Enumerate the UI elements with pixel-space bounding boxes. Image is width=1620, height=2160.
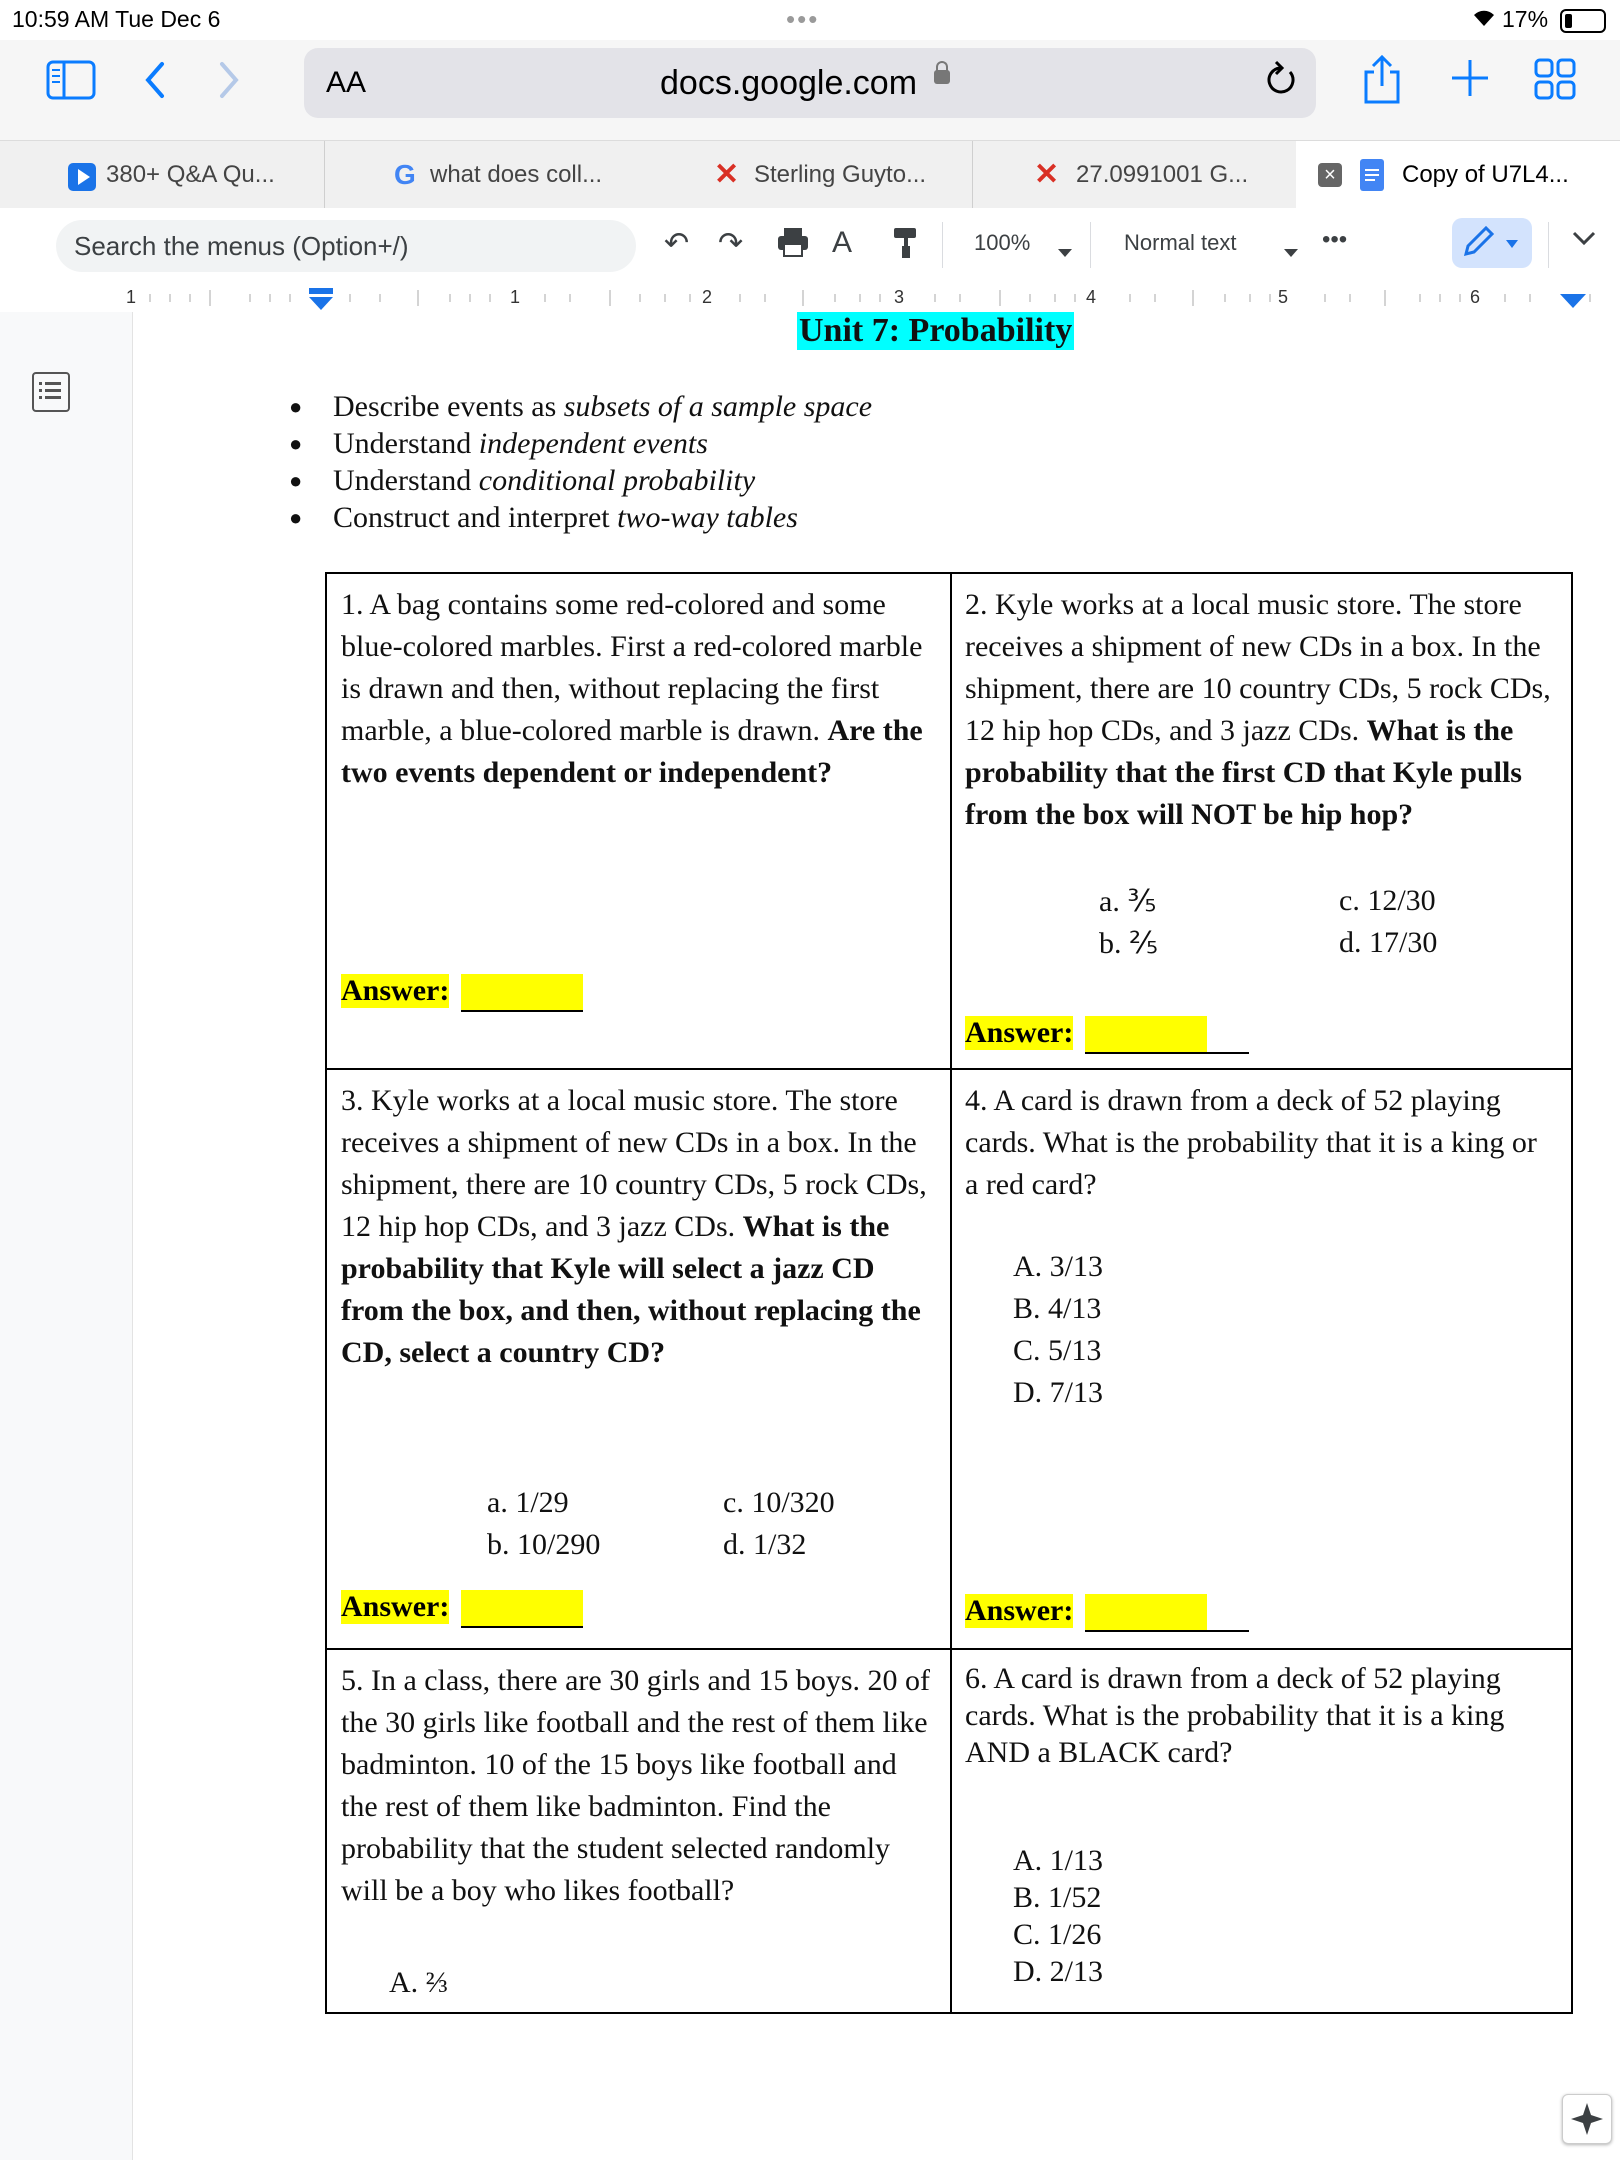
questions-table xyxy=(325,572,1573,2014)
ruler-number: 1 xyxy=(126,287,137,307)
ruler-number: 4 xyxy=(1086,287,1097,307)
question-2: 2. Kyle works at a local music store. The store receives a shipment of new CDs in a box. In the shipment, there are 10 country CDs, 5 rock CDs, 12 hip hop CDs, and 3 jazz CDs. What is the probability that the first CD that Kyle pulls from the box will NOT be hip hop? xyxy=(965,588,1551,831)
choice-a: A. 1/13 xyxy=(1013,1844,1103,1877)
list-item: ● Describe events as subsets of a sample space xyxy=(333,388,872,425)
question-4: 4. A card is drawn from a deck of 52 playing cards. What is the probability that it is a king or a red card? xyxy=(965,1084,1537,1201)
choice-c: C. 1/26 xyxy=(1013,1918,1102,1951)
ruler-number: 2 xyxy=(702,287,713,307)
share-icon[interactable] xyxy=(1360,54,1404,111)
tab-active-doc[interactable] xyxy=(1296,141,1620,209)
address-bar[interactable] xyxy=(304,48,1316,118)
reload-icon[interactable] xyxy=(1262,60,1298,109)
x-logo-icon: ✕ xyxy=(1034,158,1060,191)
choice-a: A. ⅔ xyxy=(389,1966,449,1999)
ruler-number: 5 xyxy=(1278,287,1289,307)
choice-b: B. 1/52 xyxy=(1013,1881,1102,1914)
status-bar xyxy=(0,0,1620,40)
sidebar-icon[interactable] xyxy=(46,60,96,105)
google-icon: G xyxy=(394,159,416,190)
explore-sparkle-icon[interactable] xyxy=(1562,2094,1612,2144)
question-3: 3. Kyle works at a local music store. The store receives a shipment of new CDs in a box. In the shipment, there are 10 country CDs, 5 rock CDs, 12 hip hop CDs, and 3 jazz CDs. What is the probability that Kyle will select a jazz CD from the box, and then, without replacing the CD, select a country CD? xyxy=(341,1084,927,1369)
status-time: 10:59 AM Tue Dec 6 xyxy=(12,6,221,32)
wifi-icon xyxy=(1470,6,1498,34)
collapse-chevron-icon[interactable] xyxy=(1572,230,1596,251)
question-1: 1. A bag contains some red-colored and some blue-colored marbles. First a red-colored marble is drawn and then, without replacing the first marble, a blue-colored marble is drawn. Are the two events dependent or independent? xyxy=(341,588,923,789)
outline-gutter xyxy=(0,312,133,2160)
choice-d: d. 1/32 xyxy=(723,1528,807,1561)
choice-b: b. ⅖ xyxy=(1099,927,1159,960)
lock-icon xyxy=(934,70,950,84)
forward-icon[interactable] xyxy=(214,60,244,105)
choice-a: A. 3/13 xyxy=(1013,1250,1103,1283)
zoom-select[interactable]: 100% xyxy=(974,230,1031,255)
zoom-chevron-down-icon[interactable] xyxy=(1058,244,1072,262)
tab-calculation[interactable] xyxy=(972,141,1297,209)
answer-label: Answer: xyxy=(965,1594,1074,1627)
tab-label: 27.0991001 G... xyxy=(1076,161,1249,188)
tab-label: what does coll... xyxy=(430,161,603,188)
ruler-ticks xyxy=(0,284,1620,312)
reader-options-button[interactable]: AA xyxy=(326,66,367,99)
objectives-list xyxy=(333,388,872,536)
list-item: ● Construct and interpret two-way tables xyxy=(333,499,872,536)
ruler-number: 6 xyxy=(1470,287,1481,307)
table-divider xyxy=(327,1648,1571,1650)
choice-b: B. 4/13 xyxy=(1013,1292,1102,1325)
x-logo-icon: ✕ xyxy=(714,158,740,191)
choice-c: C. 5/13 xyxy=(1013,1334,1102,1367)
choice-c: c. 12/30 xyxy=(1339,884,1436,917)
list-item: ● Understand conditional probability xyxy=(333,462,872,499)
paint-format-icon[interactable] xyxy=(892,226,920,268)
docs-toolbar xyxy=(0,208,1620,284)
tab-sterling[interactable] xyxy=(650,141,973,209)
tab-label: Copy of U7L4... xyxy=(1402,161,1569,188)
table-divider xyxy=(950,574,952,2012)
answer-blank[interactable] xyxy=(1085,1052,1249,1054)
style-select[interactable]: Normal text xyxy=(1124,230,1237,255)
more-options-icon[interactable]: ••• xyxy=(1322,226,1348,253)
new-tab-icon[interactable] xyxy=(1450,58,1490,103)
answer-blank[interactable] xyxy=(1085,1630,1249,1632)
page-title: Unit 7: Probability xyxy=(799,312,1073,349)
menu-search-input[interactable] xyxy=(56,220,636,272)
answer-blank[interactable] xyxy=(461,1010,583,1012)
table-divider xyxy=(327,1068,1571,1070)
ruler-number: 3 xyxy=(894,287,905,307)
battery-icon xyxy=(1560,9,1606,33)
editing-mode-button[interactable] xyxy=(1452,218,1532,268)
back-icon[interactable] xyxy=(140,60,170,105)
choice-d: D. 2/13 xyxy=(1013,1955,1103,1988)
tab-label: 380+ Q&A Qu... xyxy=(106,161,275,188)
tab-label: Sterling Guyto... xyxy=(754,161,927,188)
answer-blank[interactable] xyxy=(461,1626,583,1628)
close-tab-icon[interactable]: × xyxy=(1318,163,1342,187)
tab-qa[interactable] xyxy=(0,141,325,209)
docs-icon xyxy=(1360,159,1384,198)
tab-bar xyxy=(0,140,1620,210)
answer-label: Answer: xyxy=(965,1016,1074,1049)
ruler[interactable] xyxy=(0,284,1620,313)
choice-a: a. 1/29 xyxy=(487,1486,569,1519)
choice-d: d. 17/30 xyxy=(1339,926,1438,959)
question-6: 6. A card is drawn from a deck of 52 playing cards. What is the probability that it is a king AND a BLACK card? xyxy=(965,1662,1505,1769)
redo-icon[interactable]: ↷ xyxy=(718,227,744,260)
spellcheck-icon[interactable]: A xyxy=(832,226,853,259)
menu-search-placeholder: Search the menus (Option+/) xyxy=(74,231,409,261)
ruler-number: 1 xyxy=(510,287,521,307)
question-5: 5. In a class, there are 30 girls and 15 boys. 20 of the 30 girls like football and the rest of them like badminton. 10 of the 15 boys like football and the rest of them like badminton. Find the probability that the student selected randomly will be a boy who likes football? xyxy=(341,1664,931,1907)
multitask-dots[interactable]: ••• xyxy=(786,4,820,34)
choice-d: D. 7/13 xyxy=(1013,1376,1103,1409)
answer-label: Answer: xyxy=(341,974,450,1007)
choice-a: a. ⅗ xyxy=(1099,885,1157,918)
play-icon xyxy=(68,163,96,198)
tab-overview-icon[interactable] xyxy=(1534,58,1576,105)
undo-icon[interactable]: ↶ xyxy=(664,227,690,260)
document-page[interactable] xyxy=(133,312,1620,2160)
document-outline-icon[interactable] xyxy=(32,372,70,412)
battery-percentage: 17% xyxy=(1502,6,1549,32)
choice-c: c. 10/320 xyxy=(723,1486,835,1519)
choice-b: b. 10/290 xyxy=(487,1528,601,1561)
url-text: docs.google.com xyxy=(660,64,918,102)
answer-label: Answer: xyxy=(341,1590,450,1623)
list-item: ● Understand independent events xyxy=(333,425,872,462)
print-icon[interactable] xyxy=(776,226,810,266)
style-chevron-down-icon[interactable] xyxy=(1284,244,1298,262)
